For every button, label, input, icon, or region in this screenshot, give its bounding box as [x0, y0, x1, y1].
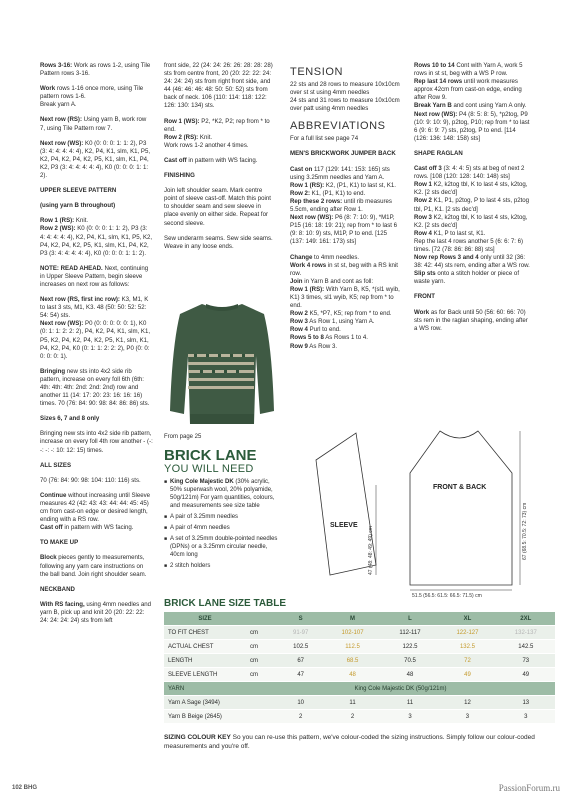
- header-cell: [246, 612, 278, 626]
- change-lead: Change: [290, 253, 313, 261]
- rg4-text: K1, P to last st, K1.: [431, 229, 486, 237]
- usp-r2-text: K0 (0: 0: 0: 1: 1: 2), P3 (3: 4: 4: 4: 4: 4), K2, P4, K1, slm, K1, P5, K2, P4, K2, P4, K2, P5, K1, slm, K1, P4, K2, P3 (3: 4: 4: 4: 4: 4), K0 (0: 0: 0: 1: 1: 2).: [40, 225, 153, 257]
- upper-sleeve-heading: UPPER SLEEVE PATTERN: [40, 187, 117, 195]
- rr1-lead: Row 1 (RS):: [290, 285, 325, 293]
- sleeve-length-label: 47 (48: 48: 49: 49) cm: [368, 526, 374, 575]
- rg4-lead: Row 4: [414, 229, 432, 237]
- neckband-heading: NECKBAND: [40, 585, 75, 593]
- tension-heading: TENSION: [290, 66, 344, 78]
- rr58-text: As Rows 1 to 4.: [323, 334, 368, 342]
- fb-width-label: 51.5 (56.5: 61.5: 66.5: 71.5) cm: [412, 593, 482, 599]
- table-row: ACTUAL CHEST cm 102.5 112.5 122.5 132.5 142.5: [164, 640, 555, 654]
- nextrowws-text: K0 (0: 0: 0: 1: 1: 2), P3 (3: 4: 4: 4: 4: 4), K2, P4, K1, slm, K1, P5, K2, P4, K2, P4, K2, P5, K1, slm, K1, P4, K2, P3 (3: 4: 4: 4: 4: 4), K0 (0: 0: 0: 1: 1: 2).: [40, 139, 151, 180]
- bringing-text: new sts into 4x2 side rib pattern, increase on every foll 6th (6th: 4th: 4th: 4th: 2nd: 2nd: 2nd) row and another 11 (14: 17: 20: 23: 16: 16: 16) times. 70 (76: 84: 90: 98: 84: 86: 86) sts.: [40, 367, 150, 408]
- c4-nextws-lead: Next row (WS):: [414, 110, 458, 118]
- nb-repeat: Work rows 1-2 another 4 times.: [164, 141, 249, 149]
- yarn-header-row: [164, 682, 555, 696]
- castoff1-text: in pattern with WS facing.: [62, 524, 134, 532]
- column-2: [164, 62, 276, 258]
- castoff3-lead: Cast off 3: [414, 165, 442, 173]
- header-cell: M: [323, 612, 381, 626]
- note-lead: NOTE: READ AHEAD.: [40, 264, 103, 272]
- rep-text: until rib measures 5.5cm, ending after Row 1.: [290, 197, 392, 214]
- breakb-lead: Break Yarn B: [414, 102, 452, 110]
- block-lead: Block: [40, 554, 57, 562]
- usp-r1-text: Knit.: [74, 217, 89, 225]
- rr4-lead: Row 4: [290, 326, 308, 334]
- break-yarn: Break yarn A.: [40, 101, 77, 109]
- need-item: ■ King Cole Majestic DK (30% acrylic, 50% superwash wool, 20% polyamide, 50g/121m) For yarn quantities, colours, and measurements see size table: [164, 478, 282, 510]
- block-text: pieces gently to measurements, following any yarn care instructions on the ball band. Join right shoulder seam.: [40, 554, 147, 578]
- nextrow1-lead: Next row (RS):: [40, 116, 82, 124]
- breakb-text: and cont using Yarn A only.: [451, 102, 527, 110]
- b-r2-text: K1, (P1, K1) to end.: [309, 189, 366, 197]
- brick-lane-title: BRICK LANE: [164, 447, 257, 464]
- nb-r1-text: P2, *K2, P2; rep from * to end.: [164, 117, 270, 133]
- rows316-lead: Rows 3-16:: [40, 62, 73, 69]
- nb-r2-lead: Row 2 (RS):: [164, 133, 199, 141]
- raglan-heading: SHAPE RAGLAN: [414, 149, 463, 157]
- sew-text: Sew underarm seams. Sew side seams. Weave in any loose ends.: [164, 234, 273, 250]
- tension-text: 22 sts and 28 rows to measure 10x10cm over st st using 4mm needles: [290, 81, 400, 97]
- nb-r1-lead: Row 1 (WS):: [164, 117, 200, 125]
- inc1-text: K3, M1, K to last 3 sts, M1, K3. 48 (50: 50: 52: 52: 54: 54) sts.: [40, 296, 149, 320]
- rr9-text: As Row 3.: [307, 342, 338, 350]
- b-r1-lead: Row 1 (RS):: [290, 181, 325, 189]
- brick-lane-block: [164, 448, 282, 573]
- abbreviations-text: For a full list see page 74: [290, 135, 359, 143]
- rows316-text: Work as rows 1-2, using Tile Pattern rows 3-16.: [40, 62, 151, 78]
- inc2-text: P0 (0: 0: 0: 0: 0: 1), K0 (0: 1: 1: 2: 2: 2), P4, K2, P4, K1, slm, K1, P5, K2, P4, K2, P4, K2, P5, K1, slm, K1, P4, K2, P4, K0 (0: 1: 1: 2: 2: 2), P0 (0: 0: 0: 0: 0: 1).: [40, 320, 151, 360]
- schematic-diagram: [290, 425, 560, 600]
- rg1-lead: Row 1: [414, 181, 432, 189]
- front-back-label: FRONT & BACK: [433, 484, 487, 491]
- header-cell: S: [278, 612, 323, 626]
- size-table: [164, 612, 555, 724]
- slip-text: onto a stitch holder or piece of waste yarn.: [414, 270, 520, 286]
- front-lead: Work: [414, 308, 430, 316]
- nb-r2-text: Knit.: [198, 133, 213, 141]
- need-item: ■ 2 stitch holders: [164, 562, 282, 570]
- yarn-title: King Cole Majestic DK (50g/121m): [246, 682, 555, 696]
- r1014-text: Cont with Yarn A, work 5 rows in st st, beg with a WS P row.: [414, 62, 523, 78]
- usp-r2-lead: Row 2 (WS):: [40, 225, 76, 233]
- page-footer: 102 BHG: [12, 785, 38, 791]
- caston-lead: Cast on: [290, 165, 313, 173]
- rg3-lead: Row 3: [414, 213, 432, 221]
- work-lead: Work: [40, 85, 56, 93]
- header-cell: XL: [438, 612, 496, 626]
- rr58-lead: Rows 5 to 8: [290, 334, 324, 342]
- make-up-heading: TO MAKE UP: [40, 539, 79, 547]
- need-item: ■ A pair of 3.25mm needles: [164, 513, 282, 521]
- b-nextws-text: P6 (8: 7: 10: 9), *M1P, P15 (16: 18: 19: 21); rep from * to last 6 (9: 8: 10: 9) sts, M1P, P to end. [125 (137: 149: 161: 173) sts]: [290, 214, 398, 246]
- sweater-photo: [164, 296, 281, 431]
- sleeve-shape: [316, 433, 376, 575]
- b-r2-lead: Row 2:: [290, 189, 310, 197]
- rg3-text: K2, k2tog tbl, K to last 4 sts, k2tog, K2. [2 sts dec'd]: [414, 213, 528, 229]
- neck-lead: With RS facing,: [40, 600, 85, 608]
- yarn-label: YARN: [164, 682, 246, 696]
- rr1-text: With Yarn B, K5, *(sl1 wyib, K1) 3 times, sl1 wyib, K5; rep from * to end.: [290, 285, 400, 310]
- b-r1-text: K2, (P1, K1) to last st, K1.: [324, 181, 397, 189]
- work4-text: in st st, beg with a RS knit row.: [290, 261, 398, 277]
- rr3-lead: Row 3: [290, 318, 308, 326]
- table-row: TO FIT CHEST cm 91-97 102-107 112-117 122-127 132-137: [164, 626, 555, 640]
- front-back-shape: [410, 431, 512, 585]
- usp-r1-lead: Row 1 (RS):: [40, 217, 75, 225]
- change-text: to 4mm needles.: [312, 253, 360, 261]
- c4-nextws-text: P4 (8: 5: 8: 5), *p2tog, P9 (10: 9: 10: 9), p2tog, P10; rep from * to last 6 (9: 6: 9: 7) sts, p2tog, P to end. [114 (126: 136: 148: 158) sts]: [414, 110, 530, 142]
- rep14-text: until work measures approx 42cm from cast-on edge, ending after Row 9.: [414, 78, 522, 102]
- abbreviations-heading: ABBREVIATIONS: [290, 120, 386, 133]
- front-text: as for Back until 50 (56: 60: 66: 70) sts rem in the raglan shaping, ending after a WS row.: [414, 308, 528, 332]
- nowrep-text: only until 32 (36: 38: 42: 44) sts rem, ending after a WS row.: [414, 254, 530, 270]
- rr4-text: Purl to end.: [307, 326, 341, 334]
- work4-lead: Work 4 rows: [290, 261, 327, 269]
- castoff3-text: (3: 4: 4: 5) sts at beg of next 2 rows. [108 (120: 128: 140: 148) sts]: [414, 165, 525, 181]
- all-sizes-heading: ALL SIZES: [40, 461, 72, 469]
- back-heading: MEN'S BRICKWORK JUMPER BACK: [290, 150, 396, 158]
- tension-text-2: 24 sts and 31 rows to measure 10x10cm over patt using 4mm needles: [290, 97, 400, 113]
- note-text: Next, continuing in Upper Sleeve Pattern, begin sleeve increases on next row as follows:: [40, 264, 149, 288]
- column-3: [290, 62, 402, 351]
- sizing-colour-key: SIZING COLOUR KEY So you can re-use this pattern, we've colour-coded the sizing instructions. Simply follow our colour-coded measurements and you're off.: [164, 734, 535, 750]
- nowrep-lead: Now rep Rows 3 and 4: [414, 254, 479, 262]
- header-cell: 2XL: [497, 612, 555, 626]
- work-text: rows 1-16 once more, using Tile pattern rows 1-6.: [40, 85, 144, 101]
- castoff2-lead: Cast off: [164, 156, 187, 164]
- bringing-lead: Bringing: [40, 367, 66, 375]
- finishing-text: Join left shoulder seam. Mark centre point of sleeve cast-off. Match this point to shoulder seam and sew sleeve in place evenly on either side. Repeat for second sleeve.: [164, 187, 271, 227]
- rg5-text: Rep the last 4 rows another 5 (6: 6: 7: 6) times. [72 (78: 86: 86: 88) sts]: [414, 237, 524, 253]
- fb-length-label: 67 (68.5: 70.5: 72: 73) cm: [522, 502, 528, 560]
- column-1: [40, 62, 153, 632]
- you-will-need: YOU WILL NEED: [164, 463, 254, 475]
- inc1-lead: Next row (RS, first inc row):: [40, 296, 120, 304]
- rep-lead: Rep these 2 rows:: [290, 197, 343, 205]
- r1014-lead: Rows 10 to 14: [414, 62, 455, 69]
- sizes678-text: Bringing new sts into 4x2 side rib pattern, increase on every foll 4th row another - (-: -: -: -: 10: 12: 15) times.: [40, 430, 153, 454]
- inc2-lead: Next row (WS):: [40, 320, 84, 328]
- rr2-text: K5, *P7, K5; rep from * to end.: [307, 310, 392, 318]
- rg1-text: K2, k2tog tbl, K to last 4 sts, k2tog, K2. [2 sts dec'd]: [414, 181, 528, 197]
- upper-sleeve-subheading: (using yarn B throughout): [40, 202, 116, 210]
- nextrowws-lead: Next row (WS):: [40, 139, 84, 147]
- front-pickup-text: front side, 22 (24: 24: 26: 26: 28: 28: 28) sts from centre front, 20 (20: 22: 22: 24: 24: 24: 24) sts from right front side, and 44 (46: 46: 46: 48: 50: 50: 52) sts from back of neck. 106 (110: 114: 118: 122: 126: 130: 134) sts.: [164, 62, 273, 110]
- rr9-lead: Row 9: [290, 342, 308, 350]
- finishing-heading: FINISHING: [164, 172, 195, 180]
- rr2-lead: Row 2: [290, 310, 308, 318]
- header-cell: SIZE: [164, 612, 246, 626]
- continue-lead: Continue: [40, 491, 67, 499]
- from-page: From page 25: [164, 434, 202, 440]
- join-lead: Join: [290, 277, 303, 285]
- neck-text: using 4mm needles and yarn B, pick up and knit 20 (20: 22: 22: 24: 24: 24: 24) sts from left: [40, 600, 152, 624]
- need-item: ■ A set of 3.25mm double-pointed needles (DPNs) or a 3.25mm circular needle, 40cm long: [164, 535, 282, 559]
- all-sizes-text: 70 (76: 84: 90: 98: 104: 110: 116) sts.: [40, 476, 141, 484]
- table-row: LENGTH cm 67 68.5 70.5 72 73: [164, 654, 555, 668]
- rg2-text: K1, P1, p2tog, P to last 4 sts, p2tog tbl, P1, K1. [2 sts dec'd]: [414, 197, 530, 213]
- castoff2-text: in pattern with WS facing.: [186, 156, 258, 164]
- rr3-text: As Row 1, using Yarn A.: [307, 318, 375, 326]
- sleeve-label: SLEEVE: [330, 522, 358, 529]
- nextrow1-text: Using yarn B, work row 7, using Tile Pattern row 7.: [40, 116, 147, 132]
- watermark: PassionForum.ru: [498, 783, 560, 793]
- rg2-lead: Row 2: [414, 197, 432, 205]
- table-row: Yarn B Beige (2645) 2 2 3 3 3: [164, 710, 555, 724]
- column-4: [414, 62, 530, 340]
- front-heading: FRONT: [414, 293, 435, 301]
- join-text: in Yarn B and cont as foll:: [302, 277, 374, 285]
- need-item: ■ A pair of 4mm needles: [164, 524, 282, 532]
- sizes678-heading: Sizes 6, 7 and 8 only: [40, 415, 100, 423]
- slip-lead: Slip sts: [414, 270, 436, 278]
- caston-text: 117 (129: 141: 153: 165) sts using 3.25mm needles and Yarn A.: [290, 165, 390, 181]
- b-nextws-lead: Next row (WS):: [290, 214, 334, 222]
- size-table-header: [164, 612, 555, 626]
- size-table-title: BRICK LANE SIZE TABLE: [164, 598, 287, 609]
- table-row: Yarn A Sage (3494) 10 11 11 12 13: [164, 696, 555, 710]
- continue-text: without increasing until Sleeve measures 42 (42: 43: 43: 44: 44: 45: 45) cm from cast-on edge or desired length, ending with a RS row.: [40, 491, 151, 524]
- header-cell: L: [382, 612, 439, 626]
- rep14-lead: Rep last 14 rows: [414, 78, 463, 86]
- table-row: SLEEVE LENGTH cm 47 48 48 49 49: [164, 668, 555, 682]
- castoff1-lead: Cast off: [40, 524, 63, 532]
